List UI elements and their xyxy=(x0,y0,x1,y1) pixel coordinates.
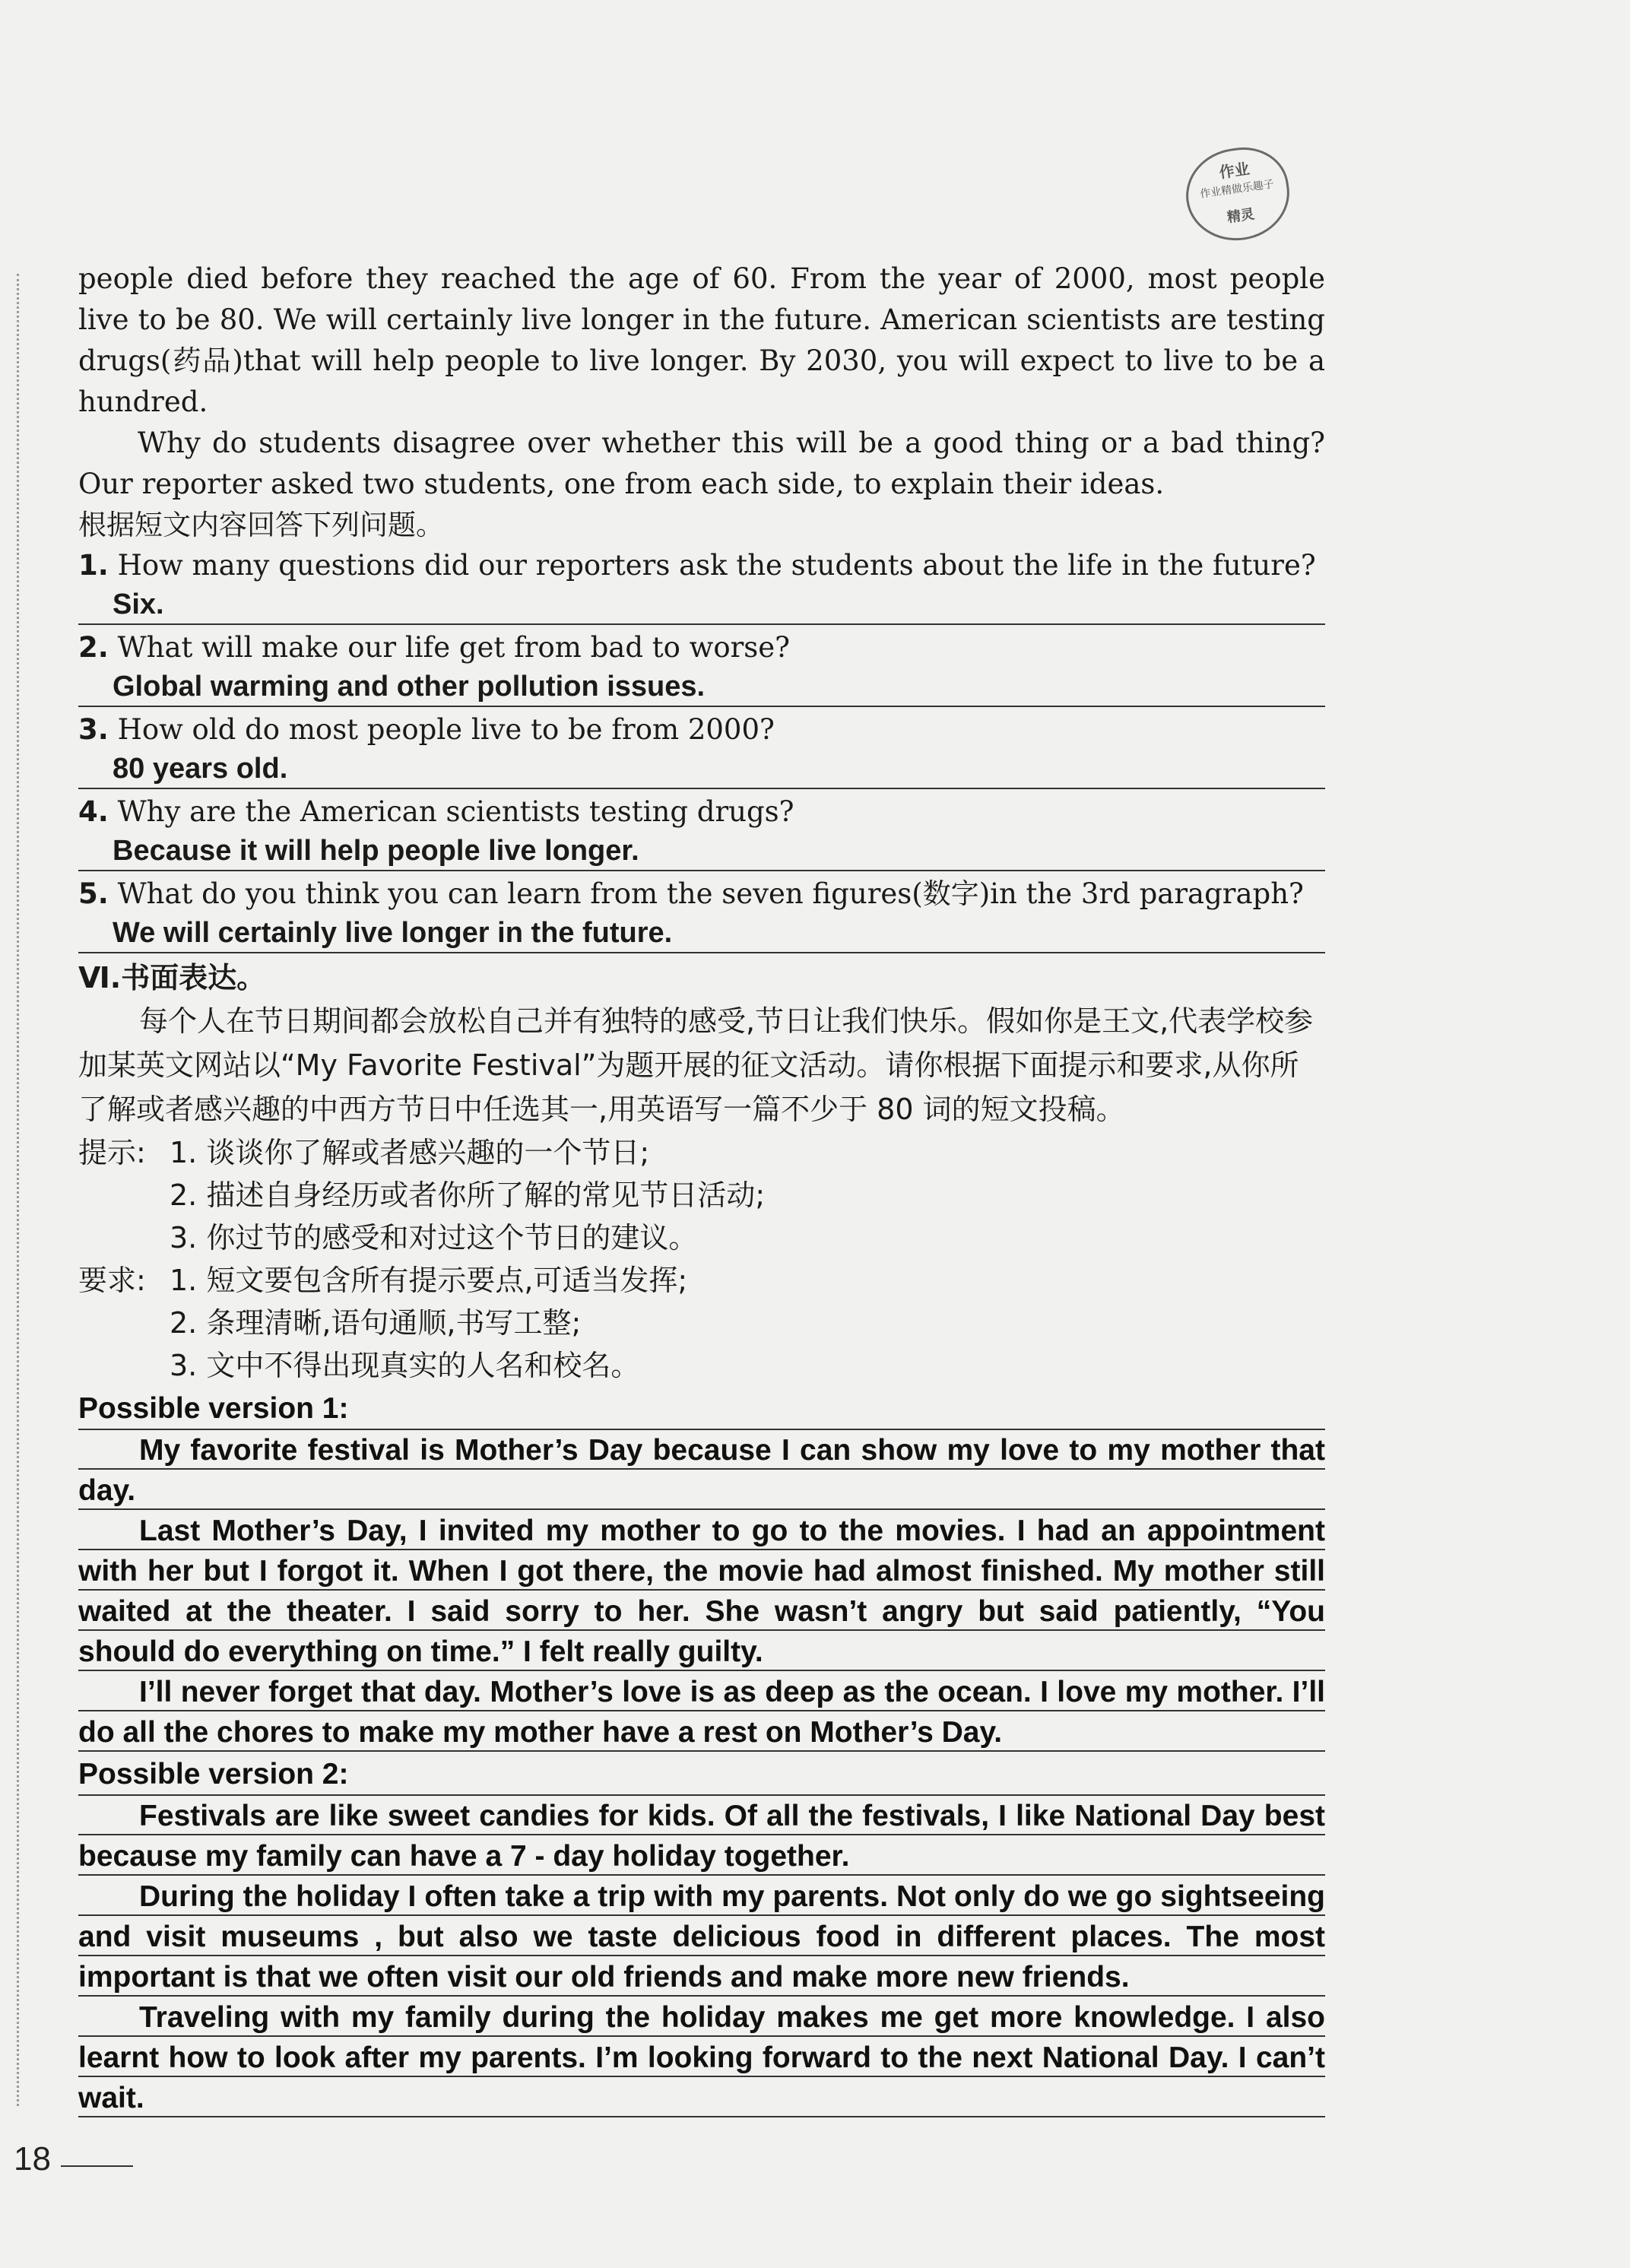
requirement-text: 3. 文中不得出现真实的人名和校名。 xyxy=(170,1349,640,1382)
essay-paragraph: I’ll never forget that day. Mother’s love is as deep as the ocean. I love my mother. I’ll do all the chores to make my mother have a rest on Mother’s Day. xyxy=(78,1672,1325,1753)
tip-item-1 xyxy=(78,1131,1325,1174)
tips-list xyxy=(78,1131,1325,1259)
question-text: What will make our life get from bad to worse? xyxy=(117,631,791,664)
page-content xyxy=(78,259,1325,2118)
tip-text: 2. 描述自身经历或者你所了解的常见节日活动; xyxy=(170,1178,766,1212)
requirement-item-2 xyxy=(78,1302,1325,1344)
question-number: 5. xyxy=(78,877,109,910)
model-essay-2 xyxy=(78,1754,1325,2118)
stamp-text-top: 作业 xyxy=(1218,159,1251,182)
answer-5: We will certainly live longer in the future. xyxy=(78,914,1325,953)
requirements-list xyxy=(78,1259,1325,1387)
requirement-item-1 xyxy=(78,1259,1325,1302)
passage-paragraph-1: people died before they reached the age of 60. From the year of 2000, most people live to be 80. We will certainly live longer in the future. American scientists are testing drugs(药品)that will help people to live longer. By 2030, you will expect to live to be a hundred. xyxy=(78,262,1325,418)
answer-2: Global warming and other pollution issues. xyxy=(78,668,1325,707)
question-text: How many questions did our reporters ask the students about the life in the future? xyxy=(117,549,1316,582)
tip-item-2 xyxy=(78,1174,1325,1216)
question-number: 1. xyxy=(78,549,109,582)
answer-4: Because it will help people live longer. xyxy=(78,832,1325,871)
essay-version-label: Possible version 2: xyxy=(78,1754,1325,1796)
requirements-label: 要求: xyxy=(78,1264,146,1297)
question-5 xyxy=(78,874,1325,914)
question-number: 4. xyxy=(78,795,109,828)
answer-3: 80 years old. xyxy=(78,750,1325,789)
tip-text: 3. 你过节的感受和对过这个节日的建议。 xyxy=(170,1221,698,1255)
passage-paragraph-2: Why do students disagree over whether this will be a good thing or a bad thing? Our reporter asked two students, one from each side, to explain their ideas. xyxy=(78,427,1325,500)
essay-version-label: Possible version 1: xyxy=(78,1388,1325,1430)
stamp-text-bottom: 精灵 xyxy=(1226,206,1256,227)
essay-paragraph: During the holiday I often take a trip with my parents. Not only do we go sightseeing and visit museums , but also we taste delicious food in different places. The most important is that we often visit our old friends and make more new friends. xyxy=(78,1876,1325,1997)
model-essay-1 xyxy=(78,1388,1325,1753)
question-instruction: 根据短文内容回答下列问题。 xyxy=(78,509,444,541)
question-4 xyxy=(78,792,1325,832)
question-text: How old do most people live to be from 2000? xyxy=(117,713,775,746)
essay-paragraph: Last Mother’s Day, I invited my mother to go to the movies. I had an appointment with her but I forgot it. When I got there, the movie had almost finished. My mother still waited at the theater. I said sorry to her. She wasn’t angry but said patiently, “You should do everything on time.” I felt really guilty. xyxy=(78,1511,1325,1672)
question-3 xyxy=(78,710,1325,750)
question-list xyxy=(78,546,1325,953)
stamp-text-middle: 作业精做乐趣子 xyxy=(1199,178,1275,201)
requirement-text: 1. 短文要包含所有提示要点,可适当发挥; xyxy=(170,1264,688,1297)
requirement-text: 2. 条理清晰,语句通顺,书写工整; xyxy=(170,1306,582,1340)
section-6-title: Ⅵ.书面表达。 xyxy=(78,961,266,994)
tips-label: 提示: xyxy=(78,1136,146,1169)
question-number: 3. xyxy=(78,713,109,746)
binding-margin-line xyxy=(17,274,19,2106)
essay-paragraph: Traveling with my family during the holiday makes me get more knowledge. I also learnt how to look after my parents. I’m looking forward to the next National Day. I can’t wait. xyxy=(78,1997,1325,2118)
publisher-stamp-logo xyxy=(1180,141,1295,247)
question-text: What do you think you can learn from the seven figures(数字)in the 3rd paragraph? xyxy=(117,877,1304,910)
essay-paragraph: My favorite festival is Mother’s Day because I can show my love to my mother that day. xyxy=(78,1430,1325,1511)
writing-prompt: 每个人在节日期间都会放松自己并有独特的感受,节日让我们快乐。假如你是王文,代表学校参加某英文网站以“My Favorite Festival”为题开展的征文活动。请你根据下面提示和要求,从你所了解或者感兴趣的中西方节日中任选其一,用英语写一篇不少于 80 词的短文投稿。 xyxy=(78,1004,1314,1126)
tip-text: 1. 谈谈你了解或者感兴趣的一个节日; xyxy=(170,1136,650,1169)
question-2 xyxy=(78,628,1325,668)
page-number: 18 xyxy=(14,2140,51,2178)
page-number-rule xyxy=(61,2165,133,2167)
essay-paragraph: Festivals are like sweet candies for kids. Of all the festivals, I like National Day best because my family can have a 7 - day holiday together. xyxy=(78,1796,1325,1876)
question-number: 2. xyxy=(78,631,109,664)
answer-1: Six. xyxy=(78,585,1325,625)
question-1 xyxy=(78,546,1325,585)
question-text: Why are the American scientists testing drugs? xyxy=(117,795,794,828)
tip-item-3 xyxy=(78,1216,1325,1259)
requirement-item-3 xyxy=(78,1344,1325,1387)
